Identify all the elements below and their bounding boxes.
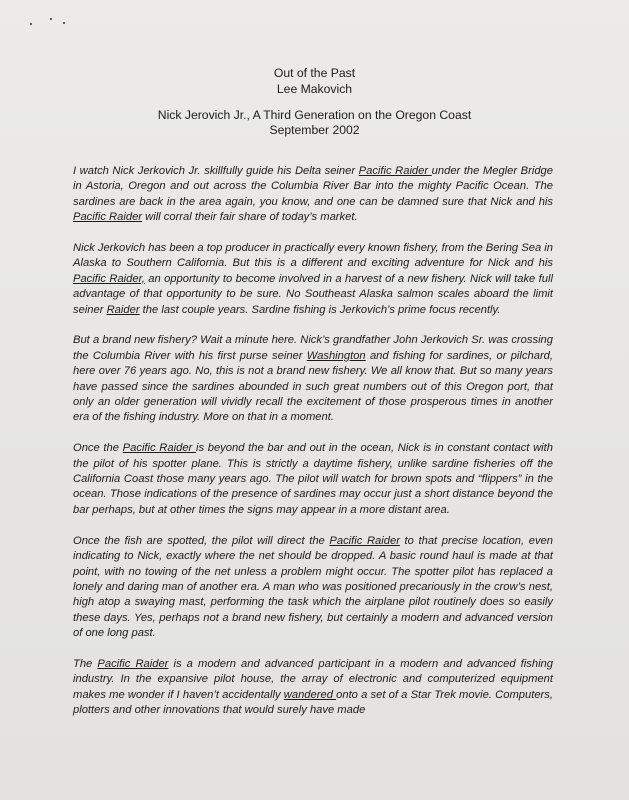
text-run: onto a set of a Star Trek movie. Computers, plotters and other innovations that would surely have made	[73, 688, 553, 717]
underlined-name: Washington	[306, 349, 366, 362]
underlined-name: wandered	[283, 688, 337, 701]
text-run: will corral their fair share of today’s market.	[142, 211, 358, 224]
paragraph	[73, 333, 553, 425]
text-run: But a brand new fishery? Wait a minute here. Nick’s grandfather John Jerkovich Sr. was crossing the Columbia River with his first purse seiner	[73, 334, 553, 362]
text-run: under the Megler Bridge in Astoria, Oregon and out across the Columbia River Bar into the mighty Pacific Ocean. The sardines are back in the area again, you know, and one can be damned sure that Nick and his	[73, 165, 554, 208]
underlined-name: Pacific Raider	[97, 657, 169, 670]
text-run: Once the fish are spotted, the pilot will direct the	[73, 534, 330, 547]
text-run: is beyond the bar and out in the ocean, Nick is in constant contact with the pilot of his spotter plane. This is strictly a daytime fishery, unlike sardine fisheries off the California Coast those many years ago. The pilot will watch for brown spots and “flippers” in the ocean. Those indications of the presence of sardines may occur just a short distance beyond the bar perhaps, but at other times the signs may appear in a more distant area.	[73, 442, 553, 516]
text-run: The	[73, 657, 98, 670]
underlined-name: Raider	[106, 303, 140, 316]
article-author: Lee Makovich	[276, 82, 353, 96]
text-run: is a modern and advanced participant in a modern and advanced fishing industry. In the expansive pilot house, the array of electronic and computerized equipment makes me wonder if I haven’t accidentally	[73, 657, 554, 701]
article-date: September 2002	[269, 123, 360, 137]
article-subtitle: Nick Jerovich Jr., A Third Generation on the Oregon Coast	[157, 108, 472, 122]
paragraph	[73, 241, 553, 318]
paragraph	[73, 657, 553, 719]
underlined-name: Pacific Raider	[122, 442, 196, 455]
paragraph	[73, 534, 553, 642]
underlined-name: Pacific Raider	[358, 165, 432, 177]
article-title: Out of the Past	[273, 66, 356, 80]
paper-specks	[28, 14, 78, 34]
underlined-name: Pacific Raider	[329, 534, 400, 547]
text-run: Once the	[73, 442, 123, 455]
underlined-name: Pacific Raider	[73, 211, 143, 224]
text-run: Nick Jerkovich has been a top producer in practically every known fishery, from the Bering Sea in Alaska to Southern California. But this is a different and exciting adventure for Nick and his	[73, 242, 553, 270]
paragraph	[73, 164, 553, 226]
text-run: and fishing for sardines, or pilchard, here over 76 years ago. No, this is not a brand new fishery. We all know that. But so many years have passed since the sardines abounded in such great numbers out of this Oregon port, that only an older generation will vividly recall the excitement of those prosperous times in another era of the fishing industry. More on that in a moment.	[73, 349, 553, 424]
text-run: to that precise location, even indicating to Nick, exactly where the net should be dropped. A basic round haul is made at that point, with no towing of the net unless a problem might occur. The spotter pilot has replaced a lonely and daring man of another era. A man who was positioned precariously in the crow’s nest, high atop a swaying mast, performing the task which the airplane pilot routinely does so easily these days. Yes, perhaps not a brand new fishery, but certainly a modern and advanced version of one long past.	[73, 534, 554, 640]
text-run: I watch Nick Jerkovich Jr. skillfully guide his Delta seiner	[73, 165, 359, 177]
text-run: the last couple years. Sardine fishing is Jerkovich’s prime focus recently.	[139, 303, 501, 316]
article-body	[73, 164, 553, 734]
underlined-name: Pacific Raider,	[73, 272, 145, 285]
paragraph	[73, 441, 553, 518]
text-run: an opportunity to become involved in a harvest of a new fishery. Nick will take full advantage of that opportunity to be sure. No Southeast Alaska salmon scales aboard the limit seiner	[73, 272, 553, 316]
